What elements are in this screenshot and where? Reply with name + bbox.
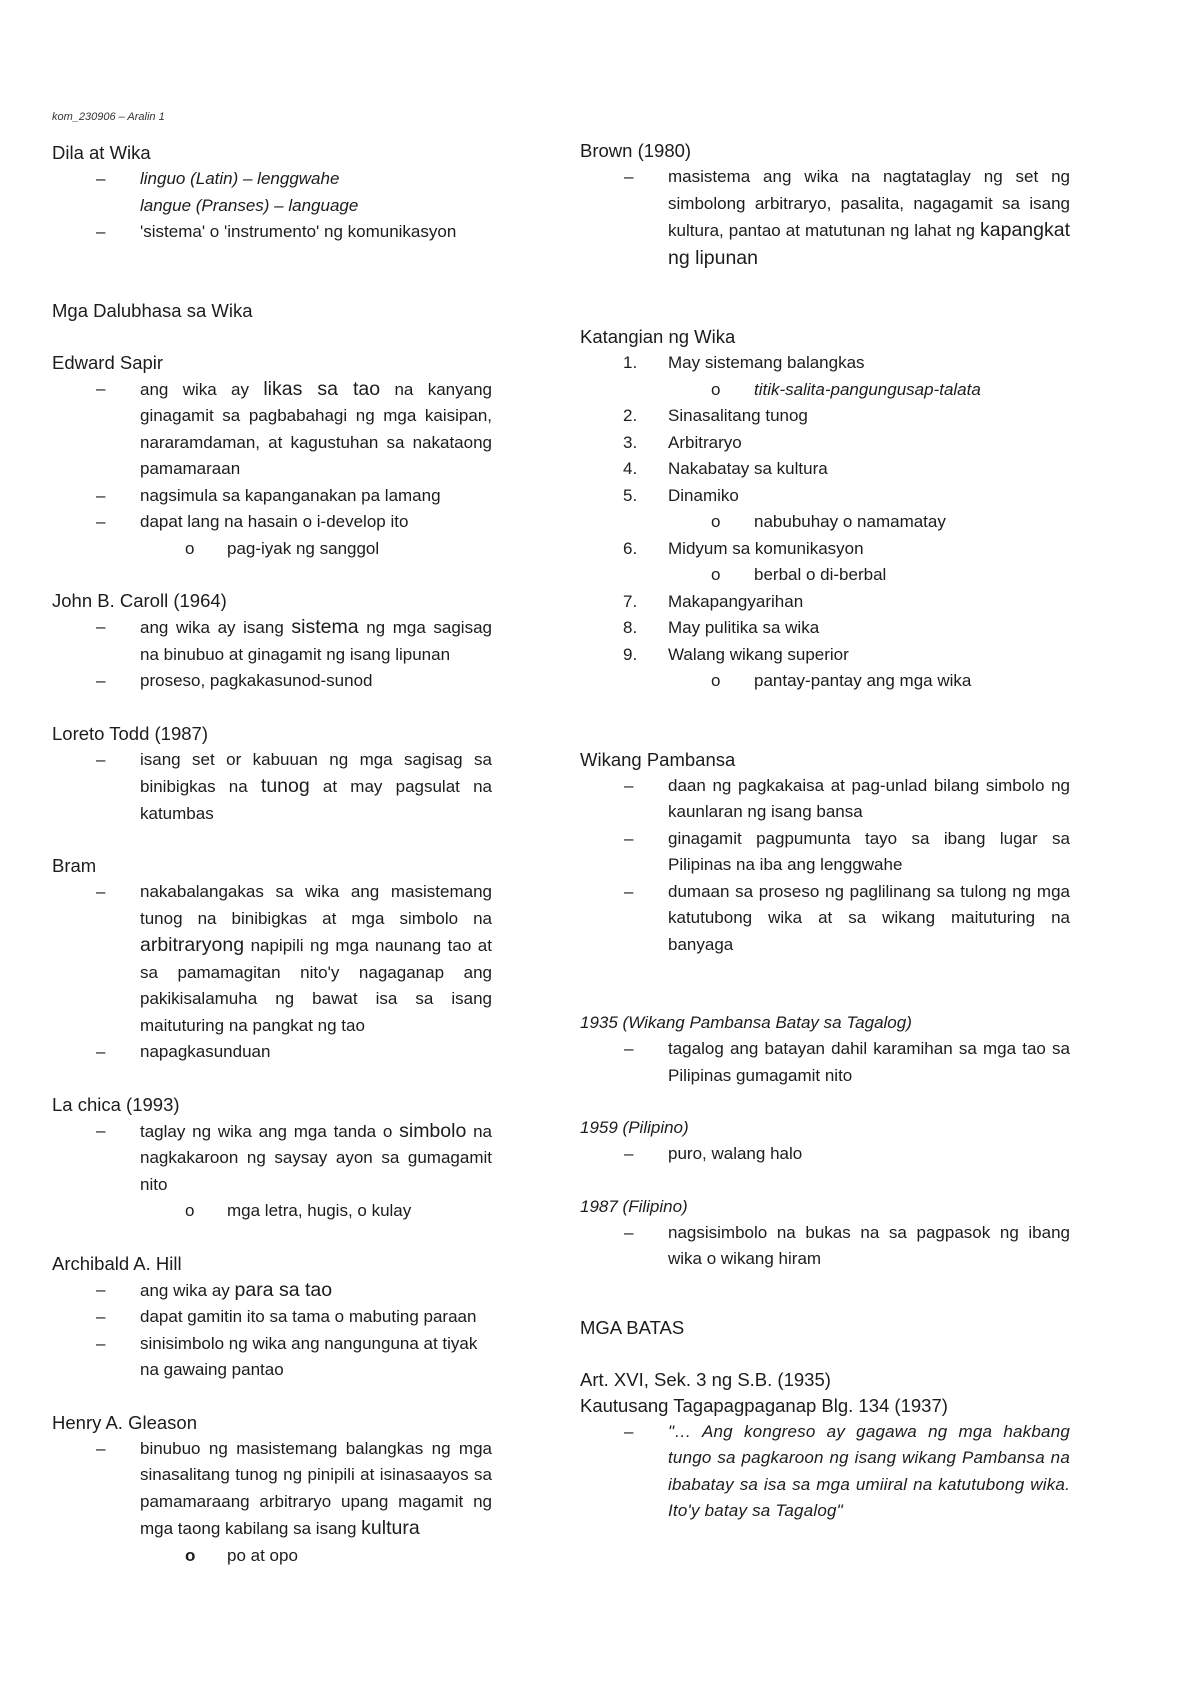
list-item [580,350,1070,377]
text-run: dapat lang na hasain o i-develop ito [140,512,409,531]
law-title: Art. XVI, Sek. 3 ng S.B. (1935) [580,1368,831,1390]
text-run: ang wika ay isang [140,618,292,637]
expert-title-sapir: Edward Sapir [52,351,164,373]
expert-title-caroll: John B. Caroll (1964) [52,590,227,611]
text-run: dapat gamitin ito sa tama o mabuting paraan [140,1307,477,1326]
text-run: puro, walang halo [668,1144,803,1163]
brown-list [580,164,1070,272]
number-marker: 8. [623,618,638,637]
dash-marker: – [624,1421,634,1441]
y1959-list [580,1141,1070,1168]
section-title-pambansa: Wikang Pambansa [580,748,736,770]
list-item [580,826,1070,879]
text-run: masistema ang wika na nagtataglay ng set ng simbolong arbitraryo, pasalita, nagagamit sa isang kultura, pantao at matutunan ng lahat ng [668,167,1070,240]
expert-title-lachica: La chica (1993) [52,1093,180,1115]
list-item [580,879,1070,959]
list-item [580,456,1070,483]
bullet-marker: o [711,379,721,399]
list-item [580,615,1070,642]
katangian-list [580,536,1070,563]
dash-marker: – [624,1144,634,1163]
section-title-1987: 1987 (Filipino) [580,1196,688,1216]
dila-item-text: 'sistema' o 'instrumento' ng komunikasyon [140,222,457,241]
sub-list-item [580,377,1070,404]
text-run: daan ng pagkakaisa at pag-unlad bilang simbolo ng kaunlaran ng isang bansa [668,775,1070,821]
text-run: dumaan sa proseso ng paglilinang sa tulong ng mga katutubong wika at sa wikang maituturing na banyaga [668,881,1070,954]
bullet-marker: o [185,1545,196,1565]
y1935-list [580,1036,1070,1089]
expert-title-bram: Bram [52,855,97,876]
text-run: pantay-pantay ang mga wika [754,671,972,690]
section-title-1935: 1935 (Wikang Pambansa Batay sa Tagalog) [580,1013,912,1032]
text-run: na nagkakaroon ng saysay ayon sa gumagamit nito [140,1121,492,1194]
gleason-list [52,1436,492,1543]
number-marker: 5. [623,485,638,505]
dash-marker: – [96,1307,106,1326]
section-title-dila: Dila at Wika [52,142,151,163]
list-item [52,509,492,536]
pambansa-list [580,773,1070,959]
caroll-list [52,614,492,695]
section-title-katangian: Katangian ng Wika [580,326,736,347]
text-run: napipili ng mga naunang tao at sa pamamagitan nito'y nagaganap ang pakikisalamuha ng bawat isa sa isang maituturing na pangkat ng tao [140,936,492,1035]
dash-marker: – [624,167,634,186]
list-item [580,403,1070,430]
text-run: mga letra, hugis, o kulay [227,1201,412,1220]
dash-marker: – [96,1120,106,1140]
list-item [580,589,1070,616]
sub-list-item [52,536,492,563]
sub-list-item [52,1543,492,1570]
list-item [580,164,1070,272]
bullet-marker: o [185,1201,195,1220]
text-run: nagsimula sa kapanganakan pa lamang [140,485,441,505]
number-marker: 6. [623,538,638,558]
text-run: berbal o di-berbal [754,565,887,584]
lachica-list [52,1118,492,1199]
list-item [52,668,492,695]
dash-marker: – [96,617,106,636]
dash-marker: – [624,1222,634,1242]
dila-item-line: langue (Pranses) – language [140,195,359,215]
text-run: nabubuhay o namamatay [754,512,946,531]
number-marker: 7. [623,591,638,611]
text-run: taglay ng wika ang mga tanda o [140,1121,400,1141]
text-run: May sistemang balangkas [668,353,865,372]
sub-list-item [52,1198,492,1225]
list-item [580,642,1070,669]
dash-marker: – [96,485,106,505]
text-run: Nakabatay sa kultura [668,459,828,478]
katangian-list [580,589,1070,669]
bram-list [52,879,492,1066]
sub-list-item [580,562,1070,589]
emphasis-text: kultura [361,1517,420,1539]
dash-marker: – [96,882,106,901]
list-item [580,1220,1070,1273]
text-run: at may pagsulat na katumbas [140,777,492,823]
text-run: ang wika ay [140,379,264,399]
section-title-dalubhasa: Mga Dalubhasa sa Wika [52,299,253,321]
text-run: Sinasalitang tunog [668,406,808,425]
expert-title-todd: Loreto Todd (1987) [52,722,208,744]
list-item [52,166,492,219]
list-item [52,1277,492,1305]
dash-marker: – [96,169,106,188]
text-run: sinisimbolo ng wika ang nangunguna at tiyak na gawaing pantao [140,1333,478,1379]
emphasis-text: kapangkat ng lipunan [668,219,1070,269]
text-run: ang wika ay [140,1280,235,1300]
number-marker: 9. [623,644,638,664]
number-marker: 1. [623,353,638,372]
text-run: pag-iyak ng sanggol [227,538,380,558]
number-marker: 2. [623,406,638,425]
katangian-list [580,350,1070,377]
text-run: tagalog ang batayan dahil karamihan sa mga tao sa Pilipinas gumagamit nito [668,1039,1070,1085]
list-item [52,1118,492,1199]
todd-list [52,747,492,828]
bullet-marker: o [711,671,721,690]
sub-list-item [580,668,1070,695]
text-run: Arbitraryo [668,432,742,452]
dash-marker: – [96,512,106,531]
text-run: Makapangyarihan [668,591,804,611]
list-item [52,219,492,246]
text-run: napagkasunduan [140,1042,271,1061]
section-title-batas: MGA BATAS [580,1316,685,1338]
list-item [580,483,1070,510]
dash-marker: – [624,1039,634,1058]
expert-title-gleason: Henry A. Gleason [52,1411,197,1433]
expert-title-brown: Brown (1980) [580,140,692,161]
dash-marker: – [96,671,106,690]
text-run: May pulitika sa wika [668,618,820,637]
text-run: Walang wikang superior [668,644,849,664]
text-run: nagsisimbolo na bukas na sa pagpasok ng ibang wika o wikang hiram [668,1222,1070,1268]
number-marker: 3. [623,432,638,452]
list-item [52,1436,492,1543]
text-run: Dinamiko [668,485,739,505]
dash-marker: – [96,1333,106,1353]
emphasis-text: sistema [291,616,359,638]
sub-list-item [580,509,1070,536]
list-item [52,1304,492,1331]
dash-marker: – [96,1279,106,1299]
dash-marker: – [624,775,634,795]
bullet-marker: o [711,512,721,531]
dash-marker: – [96,1042,106,1061]
list-item [580,1036,1070,1089]
text-run: Midyum sa komunikasyon [668,538,864,558]
section-title-1959: 1959 (Pilipino) [580,1118,689,1137]
dash-marker: – [96,378,106,398]
emphasis-text: tunog [260,775,310,797]
text-run: titik-salita-pangungusap-talata [754,379,981,399]
text-run: na kanyang ginagamit sa pagbabahagi ng mga kaisipan, nararamdaman, at kagustuhan sa nakataong pamamaraan [140,379,492,478]
list-item [52,1331,492,1384]
left-column [52,140,492,1569]
list-item [52,879,492,1039]
dila-list [52,166,492,246]
dila-item-line: linguo (Latin) – lenggwahe [140,169,340,188]
dash-marker: – [624,828,634,848]
text-run: ng mga sagisag na binubuo at ginagamit ng isang lipunan [140,618,492,664]
y1987-list [580,1220,1070,1273]
text-run: isang set or kabuuan ng mga sagisag sa binibigkas na [140,749,492,796]
list-item [580,430,1070,457]
bullet-marker: o [711,565,721,584]
emphasis-text: simbolo [399,1119,467,1142]
text-run: proseso, pagkakasunod-sunod [140,671,373,690]
document-header-note: kom_230906 – Aralin 1 [52,111,165,123]
list-item [580,1141,1070,1168]
hill-list [52,1277,492,1384]
sapir-list [52,376,492,536]
list-item [52,376,492,483]
list-item [580,773,1070,826]
list-item [52,614,492,668]
bullet-marker: o [185,538,195,558]
list-item [52,747,492,828]
emphasis-text: arbitraryong [140,934,245,956]
text-run: po at opo [227,1545,298,1565]
text-run: binubuo ng masistemang balangkas ng mga sinasalitang tunog ng pinipili at isinasaayos sa pamamaraang arbitraryo upang magamit ng mga taong kabilang sa isang [140,1438,492,1538]
expert-title-hill: Archibald A. Hill [52,1252,182,1274]
dash-marker: – [96,749,106,769]
emphasis-text: likas sa tao [263,377,381,400]
katangian-list [580,403,1070,509]
text-run: ginagamit pagpumunta tayo sa ibang lugar sa Pilipinas na iba ang lenggwahe [668,828,1070,874]
dash-marker: – [96,222,106,241]
list-item [52,483,492,510]
list-item [52,1039,492,1066]
number-marker: 4. [623,459,638,478]
right-column [580,138,1070,1525]
emphasis-text: para sa tao [234,1278,333,1301]
dash-marker: – [96,1438,106,1458]
quote-text: "… Ang kongreso ay gagawa ng mga hakbang tungo sa pagkaroon ng isang wikang Pambansa na ibabatay sa isa sa mga umiiral na katutubong wika. Ito'y batay sa Tagalog" [668,1421,1070,1520]
batas-list [580,1419,1070,1525]
list-item [580,536,1070,563]
dash-marker: – [624,881,634,901]
law-title: Kautusang Tagapagpaganap Blg. 134 (1937) [580,1394,948,1416]
text-run: nakabalangakas sa wika ang masistemang tunog na binibigkas at mga simbolo na [140,882,492,928]
list-item [580,1419,1070,1525]
